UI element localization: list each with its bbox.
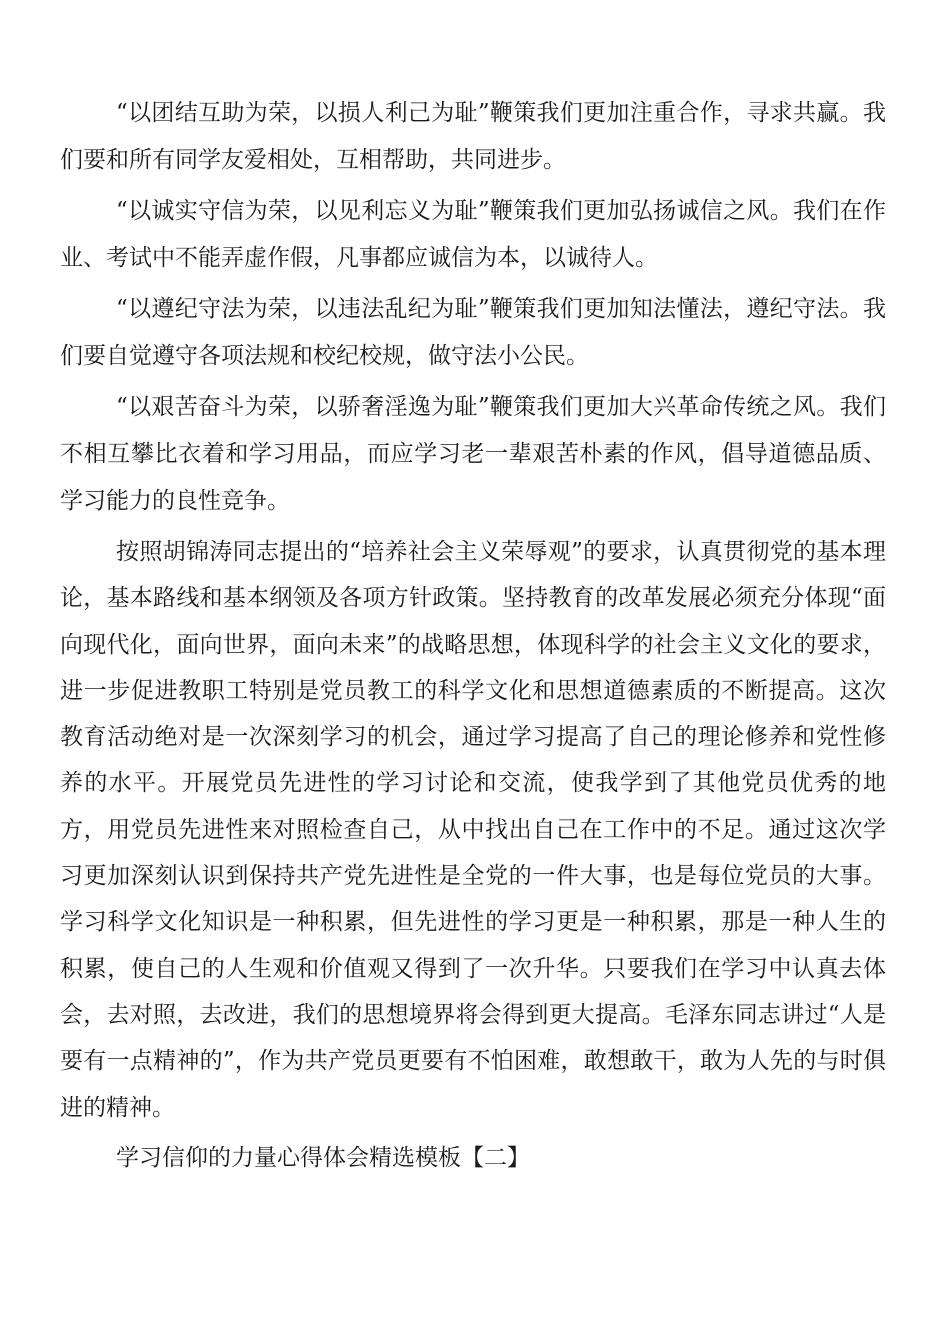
document-body: [60, 90, 886, 1182]
paragraph-hard-work: “以艰苦奋斗为荣，以骄奢淫逸为耻”鞭策我们更加大兴革命传统之风。我们不相互攀比衣着和学习用品，而应学习老一辈艰苦朴素的作风，倡导道德品质、学习能力的良性竞争。: [60, 394, 886, 514]
paragraph-honesty: “以诚实守信为荣，以见利忘义为耻”鞭策我们更加弘扬诚信之风。我们在作业、考试中不能弄虚作假，凡事都应诚信为本，以诚待人。: [60, 198, 886, 271]
paragraph-law: “以遵纪守法为荣，以违法乱纪为耻”鞭策我们更加知法懂法，遵纪守法。我们要自觉遵守各项法规和校纪校规，做守法小公民。: [60, 296, 886, 369]
paragraph-study-reflection: 按照胡锦涛同志提出的“培养社会主义荣辱观”的要求，认真贯彻党的基本理论，基本路线和基本纲领及各项方针政策。坚持教育的改革发展必须充分体现“面向现代化，面向世界，面向未来”的战略思想，体现科学的社会主义文化的要求，进一步促进教职工特别是党员教工的科学文化和思想道德素质的不断提高。这次教育活动绝对是一次深刻学习的机会，通过学习提高了自己的理论修养和党性修养的水平。开展党员先进性的学习讨论和交流，使我学到了其他党员优秀的地方，用党员先进性来对照检查自己，从中找出自己在工作中的不足。通过这次学习更加深刻认识到保持共产党先进性是全党的一件大事，也是每位党员的大事。学习科学文化知识是一种积累，但先进性的学习更是一种积累，那是一种人生的积累，使自己的人生观和价值观又得到了一次升华。只要我们在学习中认真去体会，去对照，去改进，我们的思想境界将会得到更大提高。毛泽东同志讲过“人是要有一点精神的”，作为共产党员更要有不怕困难，敢想敢干，敢为人先的与时俱进的精神。: [60, 539, 886, 1121]
paragraph-unity: “以团结互助为荣，以损人利己为耻”鞭策我们更加注重合作，寻求共赢。我们要和所有同学友爱相处，互相帮助，共同进步。: [60, 100, 886, 173]
section-heading: 学习信仰的力量心得体会精选模板【二】: [116, 1144, 530, 1171]
